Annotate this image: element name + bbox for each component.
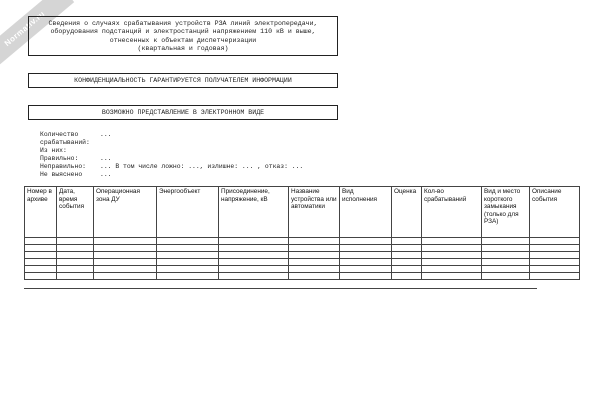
column-header: Описание события bbox=[530, 187, 580, 238]
table-cell[interactable] bbox=[57, 259, 94, 266]
table-cell[interactable] bbox=[289, 252, 340, 259]
table-cell[interactable] bbox=[219, 273, 289, 280]
table-cell[interactable] bbox=[289, 273, 340, 280]
table-cell[interactable] bbox=[57, 252, 94, 259]
column-header: Присоединение, напряжение, кВ bbox=[219, 187, 289, 238]
table-cell[interactable] bbox=[482, 252, 530, 259]
table-cell[interactable] bbox=[57, 273, 94, 280]
summary-row bbox=[40, 155, 303, 163]
table-row bbox=[25, 259, 580, 266]
table-cell[interactable] bbox=[289, 245, 340, 252]
column-header: Кол-во срабатываний bbox=[422, 187, 482, 238]
table-cell[interactable] bbox=[219, 259, 289, 266]
table-cell[interactable] bbox=[392, 252, 422, 259]
table-cell[interactable] bbox=[340, 245, 392, 252]
table-cell[interactable] bbox=[392, 259, 422, 266]
table-cell[interactable] bbox=[392, 266, 422, 273]
table-cell[interactable] bbox=[422, 245, 482, 252]
table-cell[interactable] bbox=[340, 266, 392, 273]
table-cell[interactable] bbox=[57, 245, 94, 252]
column-header: Операционная зона ДУ bbox=[94, 187, 157, 238]
table-cell[interactable] bbox=[25, 259, 57, 266]
summary-value: ... bbox=[100, 155, 112, 163]
table-cell[interactable] bbox=[94, 252, 157, 259]
table-header-row bbox=[25, 187, 580, 238]
electronic-submission-notice: ВОЗМОЖНО ПРЕДСТАВЛЕНИЕ В ЭЛЕКТРОННОМ ВИДЕ bbox=[28, 105, 338, 120]
summary-row bbox=[40, 147, 303, 155]
table-cell[interactable] bbox=[57, 266, 94, 273]
table-cell[interactable] bbox=[422, 238, 482, 245]
form-title-line: Сведения о случаях срабатывания устройств РЗА линий электропередачи, bbox=[48, 20, 318, 27]
table-cell[interactable] bbox=[392, 273, 422, 280]
table-cell[interactable] bbox=[482, 245, 530, 252]
table-cell[interactable] bbox=[219, 266, 289, 273]
signature-line bbox=[24, 288, 537, 289]
summary-label: Неправильно: bbox=[40, 163, 87, 171]
table-cell[interactable] bbox=[530, 245, 580, 252]
watermark-logo: Normativ.ru bbox=[0, 0, 74, 73]
triggering-summary bbox=[40, 131, 303, 180]
table-cell[interactable] bbox=[157, 252, 219, 259]
column-header: Вид исполнения bbox=[340, 187, 392, 238]
table-cell[interactable] bbox=[422, 259, 482, 266]
table-cell[interactable] bbox=[157, 259, 219, 266]
events-table bbox=[24, 186, 580, 280]
table-cell[interactable] bbox=[157, 238, 219, 245]
table-cell[interactable] bbox=[25, 273, 57, 280]
table-cell[interactable] bbox=[25, 252, 57, 259]
table-cell[interactable] bbox=[94, 273, 157, 280]
form-title-line: оборудования подстанций и электростанций напряжением 110 кВ и выше, bbox=[50, 28, 316, 36]
column-header: Дата, время события bbox=[57, 187, 94, 238]
summary-label: Не выяснено bbox=[40, 171, 83, 179]
form-title-line: отнесенных к объектам диспетчеризации bbox=[109, 36, 257, 44]
table-cell[interactable] bbox=[25, 245, 57, 252]
form-title-line: (квартальная и годовая) bbox=[137, 45, 229, 53]
table-cell[interactable] bbox=[530, 273, 580, 280]
summary-label: Из них: bbox=[40, 147, 67, 155]
summary-value: ... bbox=[100, 171, 112, 179]
column-header: Номер в архиве bbox=[25, 187, 57, 238]
table-cell[interactable] bbox=[94, 266, 157, 273]
form-title-box bbox=[28, 16, 338, 56]
table-cell[interactable] bbox=[422, 266, 482, 273]
summary-value: ... bbox=[100, 131, 112, 138]
column-header: Оценка bbox=[392, 187, 422, 238]
table-row bbox=[25, 266, 580, 273]
summary-label: срабатываний: bbox=[40, 139, 90, 147]
table-cell[interactable] bbox=[219, 238, 289, 245]
table-cell[interactable] bbox=[392, 245, 422, 252]
table-cell[interactable] bbox=[530, 266, 580, 273]
confidentiality-notice: КОНФИДЕНЦИАЛЬНОСТЬ ГАРАНТИРУЕТСЯ ПОЛУЧАТЕЛЕМ ИНФОРМАЦИИ bbox=[28, 73, 338, 88]
table-cell[interactable] bbox=[422, 273, 482, 280]
summary-row bbox=[40, 163, 303, 171]
table-cell[interactable] bbox=[94, 259, 157, 266]
table-cell[interactable] bbox=[94, 245, 157, 252]
table-row bbox=[25, 252, 580, 259]
table-cell[interactable] bbox=[289, 266, 340, 273]
table-cell[interactable] bbox=[340, 273, 392, 280]
table-cell[interactable] bbox=[157, 273, 219, 280]
table-cell[interactable] bbox=[25, 238, 57, 245]
table-row bbox=[25, 245, 580, 252]
summary-row bbox=[40, 131, 303, 139]
table-cell[interactable] bbox=[482, 259, 530, 266]
table-cell[interactable] bbox=[482, 238, 530, 245]
summary-value: ... В том числе ложно: ..., излишне: ... , отказ: ... bbox=[100, 163, 304, 171]
table-cell[interactable] bbox=[340, 238, 392, 245]
table-row bbox=[25, 273, 580, 280]
summary-row bbox=[40, 139, 303, 147]
table-cell[interactable] bbox=[340, 259, 392, 266]
column-header: Название устройства или автоматики bbox=[289, 187, 340, 238]
table-cell[interactable] bbox=[340, 252, 392, 259]
table-cell[interactable] bbox=[422, 252, 482, 259]
table-cell[interactable] bbox=[219, 252, 289, 259]
table-cell[interactable] bbox=[94, 238, 157, 245]
table-cell[interactable] bbox=[25, 266, 57, 273]
summary-row bbox=[40, 171, 303, 179]
table-cell[interactable] bbox=[219, 245, 289, 252]
table-cell[interactable] bbox=[530, 259, 580, 266]
summary-label: Количество bbox=[40, 131, 79, 138]
table-cell[interactable] bbox=[289, 238, 340, 245]
table-cell[interactable] bbox=[57, 238, 94, 245]
table-cell[interactable] bbox=[392, 238, 422, 245]
table-cell[interactable] bbox=[289, 259, 340, 266]
table-cell[interactable] bbox=[530, 238, 580, 245]
table-cell[interactable] bbox=[482, 266, 530, 273]
table-cell[interactable] bbox=[530, 252, 580, 259]
table-cell[interactable] bbox=[482, 273, 530, 280]
table-cell[interactable] bbox=[157, 266, 219, 273]
column-header: Энергообъект bbox=[157, 187, 219, 238]
summary-label: Правильно: bbox=[40, 155, 79, 163]
column-header: Вид и место короткого замыкания (только для РЗА) bbox=[482, 187, 530, 238]
table-cell[interactable] bbox=[157, 245, 219, 252]
table-row bbox=[25, 238, 580, 245]
